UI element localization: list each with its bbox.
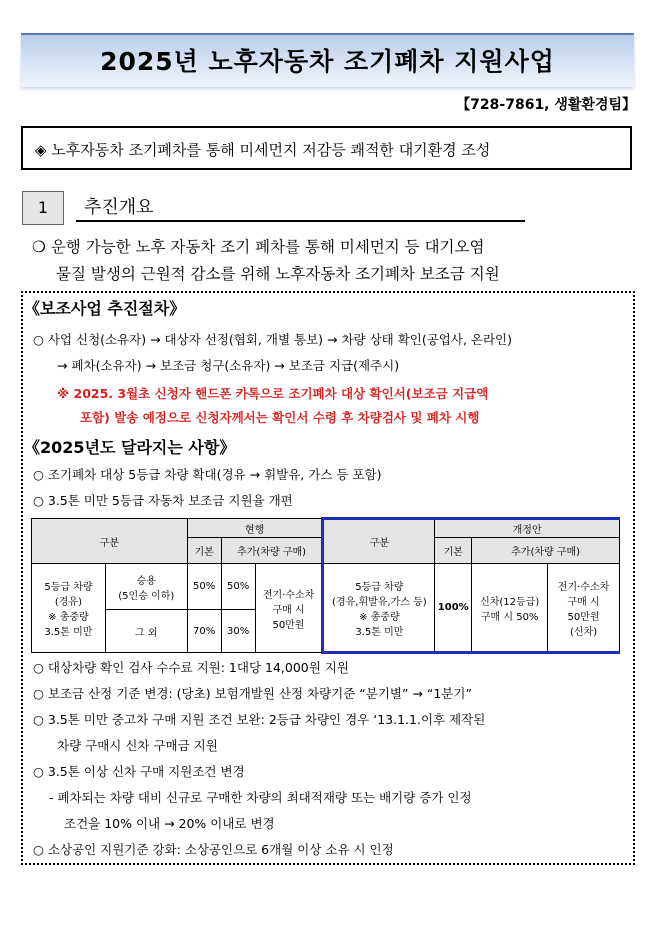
col-base-new: 기본 bbox=[435, 538, 472, 564]
col-proposed: 개정안 bbox=[435, 519, 620, 538]
procedure-line-2: → 폐차(소유자) → 보조금 청구(소유자) → 보조금 지급(제주시) bbox=[57, 358, 400, 373]
intro-paragraph bbox=[32, 234, 642, 288]
col-extra-new: 추가(차량 구매) bbox=[472, 538, 620, 564]
summary-text: ◈ 노후자동차 조기폐차를 통해 미세먼지 저감등 쾌적한 대기환경 조성 bbox=[35, 141, 491, 159]
col-current: 현행 bbox=[187, 519, 323, 538]
sub-line: (5인승 이하) bbox=[118, 590, 175, 602]
summary-box bbox=[21, 126, 632, 170]
col-base: 기본 bbox=[187, 538, 221, 564]
after-line-8: ○ 소상공인 지원기준 강화: 소상공인으로 6개월 이상 소유 시 인정 bbox=[33, 842, 394, 857]
procedure-note-1: ※ 2025. 3월초 신청자 핸드폰 카톡으로 조기폐차 대상 확인서(보조금 지급액 bbox=[57, 386, 489, 401]
ev-new-line: (신차) bbox=[569, 626, 598, 638]
cell-r1-base: 50% bbox=[187, 564, 221, 610]
ev-line: 구매 시 bbox=[272, 604, 305, 616]
new-cat-line: 5등급 차량 bbox=[355, 581, 404, 593]
after-line-4: 차량 구매시 신차 구매금 지원 bbox=[57, 738, 218, 753]
cell-ev-current bbox=[255, 564, 323, 653]
cell-new-category bbox=[323, 564, 435, 653]
section-underline bbox=[76, 220, 525, 222]
after-line-3: ○ 3.5톤 미만 중고차 구매 지원 조건 보완: 2등급 차량인 경우 ‘13.1.1.이후 제작된 bbox=[33, 712, 486, 727]
ev-line: 전기·수소차 bbox=[262, 589, 315, 601]
after-line-5: ○ 3.5톤 이상 신차 구매 지원조건 변경 bbox=[33, 764, 245, 779]
cat-line: 3.5톤 미만 bbox=[44, 627, 93, 638]
changes-line-1: ○ 조기폐차 대상 5등급 차량 확대(경유 → 휘발유, 가스 등 포함) bbox=[33, 467, 382, 482]
cell-new-add bbox=[472, 564, 548, 653]
cat-line: (경유) bbox=[54, 597, 82, 608]
after-line-1: ○ 대상차량 확인 검사 수수료 지원: 1대당 14,000원 지원 bbox=[33, 660, 349, 675]
cell-r1-add: 50% bbox=[221, 564, 255, 610]
page-title: 2025년 노후자동차 조기폐차 지원사업 bbox=[100, 47, 555, 76]
cell-sub-other: 그 외 bbox=[105, 610, 187, 653]
changes-line-2: ○ 3.5톤 미만 5등급 자동차 보조금 지원율 개편 bbox=[33, 493, 293, 508]
ev-new-line: 전기·수소차 bbox=[557, 581, 610, 593]
col-extra: 추가(차량 구매) bbox=[221, 538, 323, 564]
changes-heading: 《2025년도 달라지는 사항》 bbox=[24, 438, 236, 457]
intro-line-2: 물질 발생의 근원적 감소를 위해 노후자동차 조기폐차 보조금 지원 bbox=[56, 265, 500, 283]
cell-sub-passenger bbox=[105, 564, 187, 610]
intro-line-1: ❍ 운행 가능한 노후 자동차 조기 폐차를 통해 미세먼지 등 대기오염 bbox=[32, 238, 485, 256]
col-gubun: 구분 bbox=[32, 519, 188, 564]
new-cat-line: (경유,휘발유,가스 등) bbox=[332, 596, 427, 608]
cell-r2-base: 70% bbox=[187, 610, 221, 653]
procedure-heading: 《보조사업 추진절차》 bbox=[24, 299, 186, 318]
cat-line: 5등급 차량 bbox=[44, 582, 93, 593]
cell-r2-add: 30% bbox=[221, 610, 255, 653]
cell-category bbox=[32, 564, 106, 653]
ev-line: 50만원 bbox=[272, 619, 305, 631]
cat-line: ※ 총중량 bbox=[48, 612, 89, 623]
ev-new-line: 50만원 bbox=[567, 611, 600, 623]
section-number: 1 bbox=[22, 191, 64, 225]
after-line-6: - 폐차되는 차량 대비 신규로 구매한 차량의 최대적재량 또는 배기량 증가 인정 bbox=[49, 790, 472, 805]
cell-new-base: 100% bbox=[435, 564, 472, 653]
ev-new-line: 구매 시 bbox=[567, 596, 600, 608]
new-add-line: 신차(12등급) bbox=[480, 596, 540, 608]
section-title: 추진개요 bbox=[84, 197, 154, 218]
department-contact: 【728-7861, 생활환경팀】 bbox=[456, 97, 636, 113]
new-add-line: 구매 시 50% bbox=[480, 611, 539, 623]
after-line-7: 조건을 10% 이내 → 20% 이내로 변경 bbox=[64, 816, 275, 831]
col-gubun-new: 구분 bbox=[323, 519, 435, 564]
after-line-2: ○ 보조금 산정 기준 변경: (당초) 보험개발원 산정 차량기준 “분기별” → “1분기” bbox=[33, 686, 472, 701]
new-cat-line: ※ 총중량 bbox=[359, 611, 400, 623]
procedure-note-2: 포함) 발송 예정으로 신청자께서는 확인서 수령 후 차량검사 및 폐차 시행 bbox=[80, 410, 480, 425]
new-cat-line: 3.5톤 미만 bbox=[355, 626, 404, 638]
cell-ev-new bbox=[548, 564, 620, 653]
subsidy-table bbox=[31, 517, 620, 654]
procedure-line-1: ○ 사업 신청(소유자) → 대상자 선정(협회, 개별 통보) → 차량 상태 확인(공업사, 온라인) bbox=[33, 332, 512, 347]
sub-line: 승용 bbox=[136, 575, 156, 587]
